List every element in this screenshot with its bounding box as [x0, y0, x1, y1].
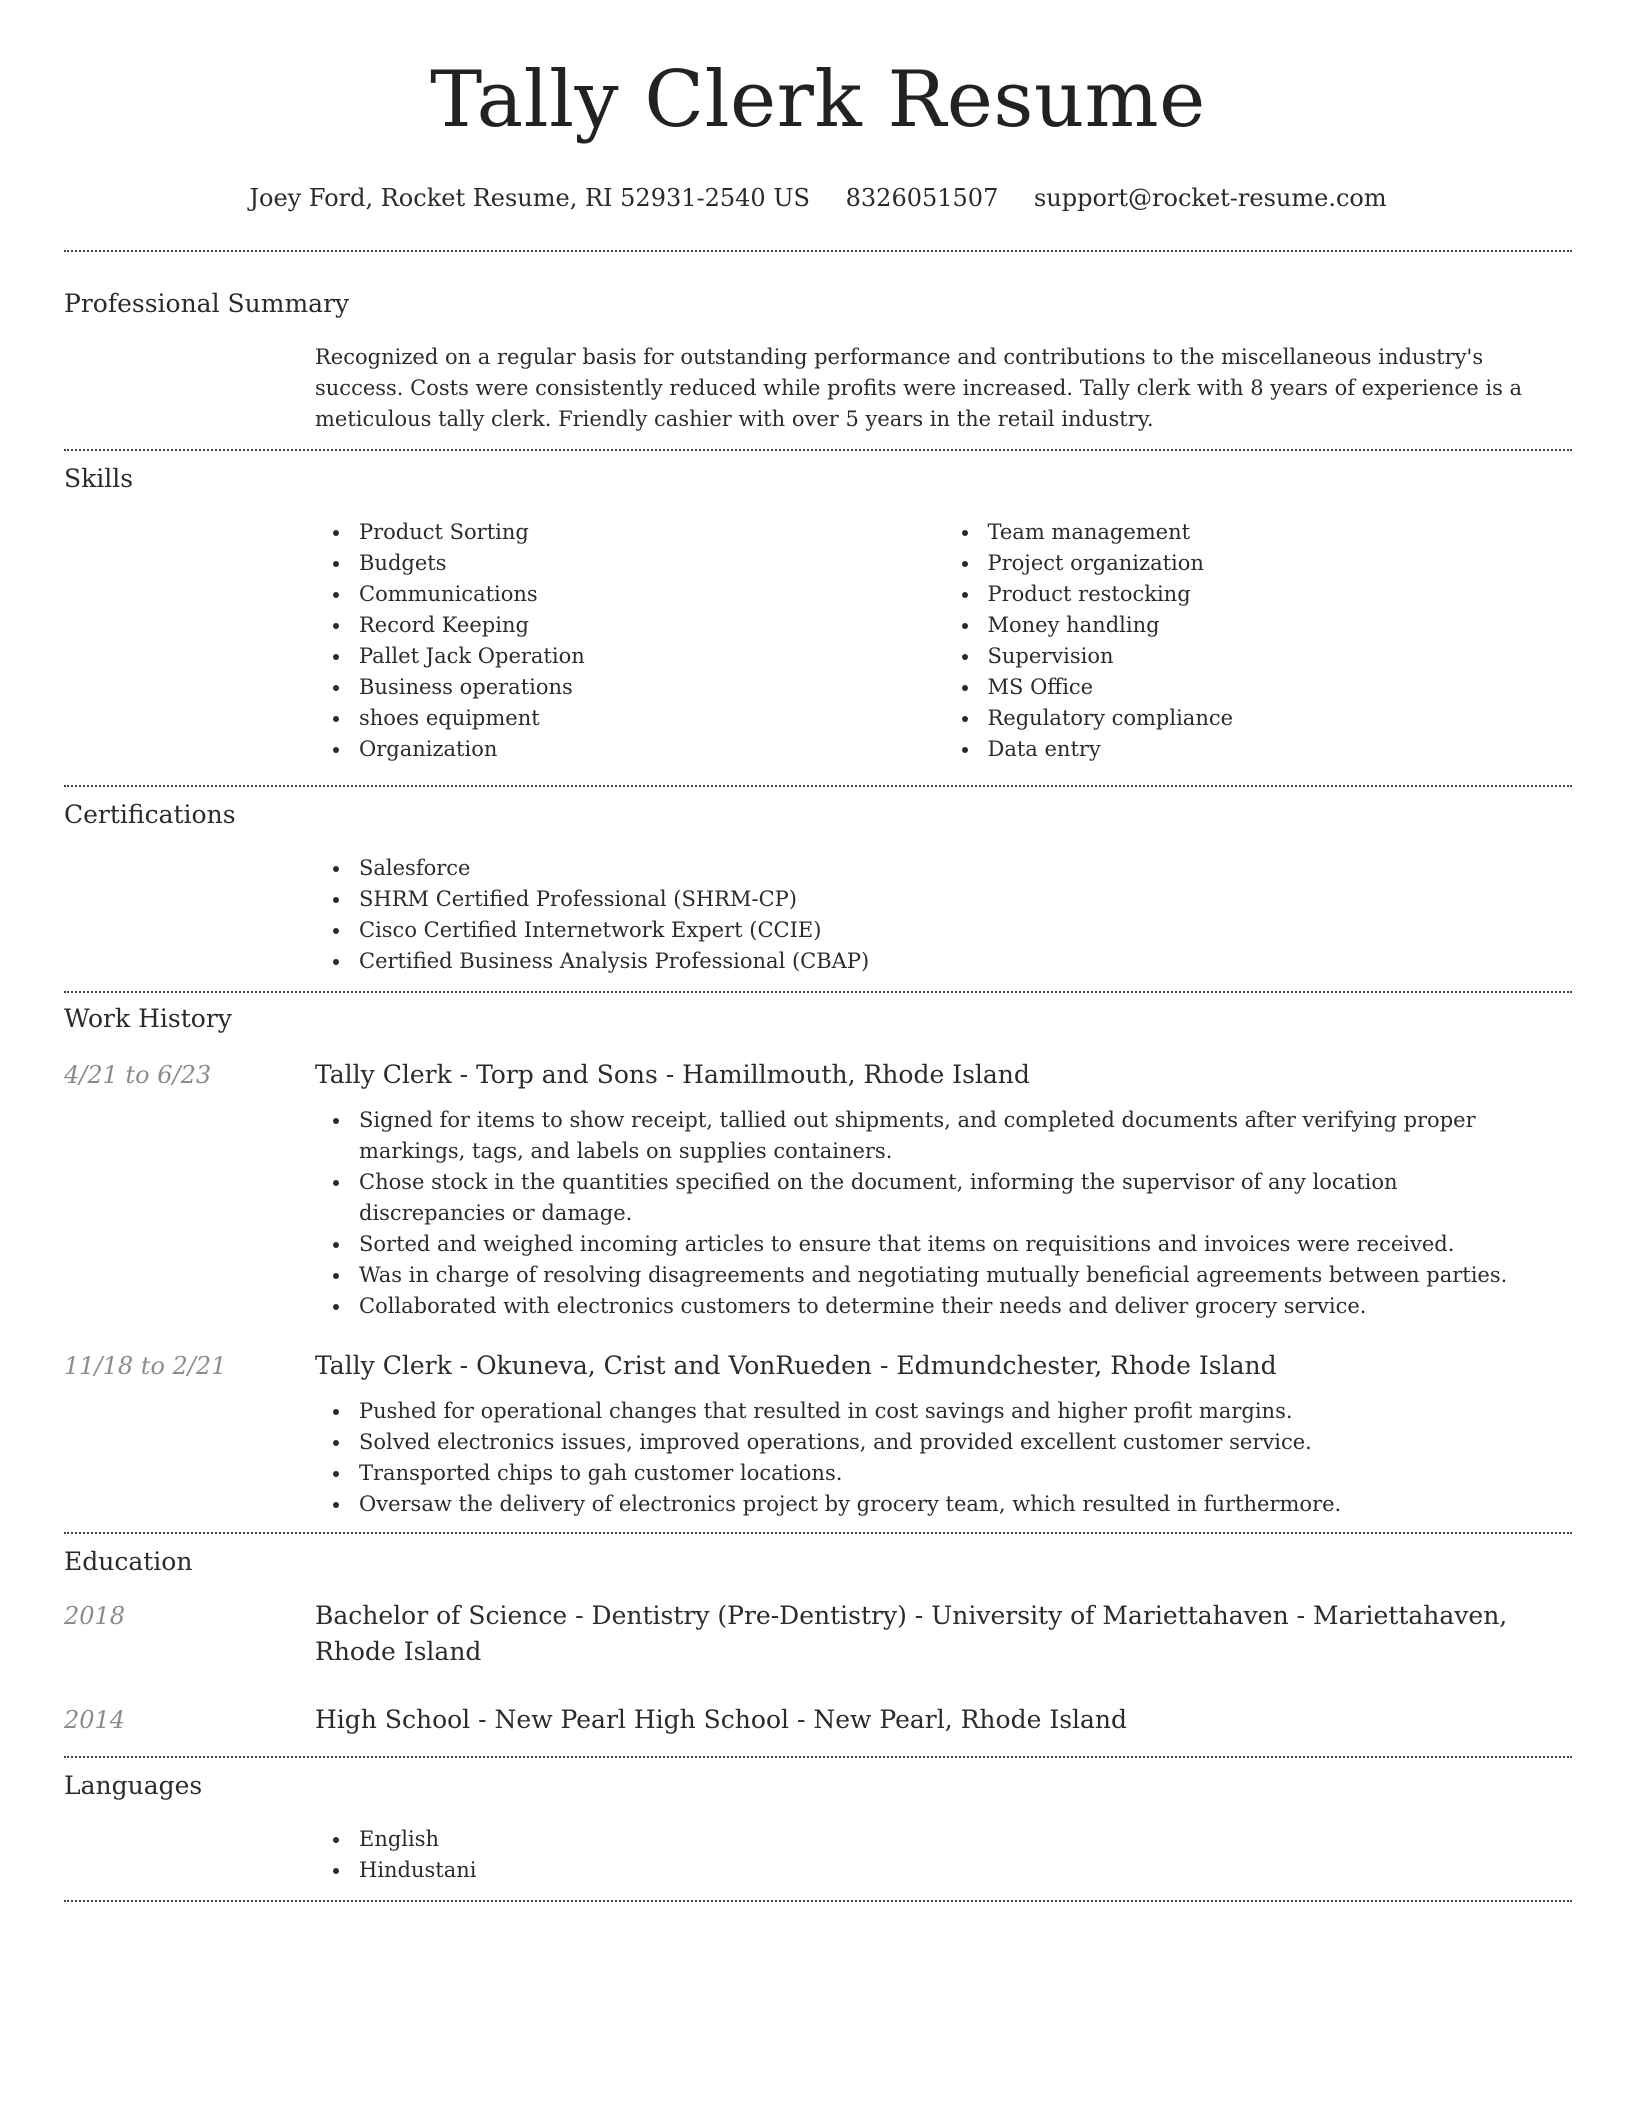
work-entry-body	[315, 1348, 1572, 1520]
education-heading	[315, 1598, 1542, 1670]
education-details: - Dentistry (Pre-Dentistry) - University of Mariettahaven - Mariettahaven, Rhode Island	[315, 1601, 1508, 1666]
certification-item: SHRM Certified Professional (SHRM-CP)	[359, 884, 1572, 915]
skill-item: Budgets	[359, 548, 944, 579]
skill-item: Regulatory compliance	[988, 703, 1573, 734]
languages-block	[315, 1824, 1572, 1886]
certifications-block	[315, 853, 1572, 977]
skill-item: Record Keeping	[359, 610, 944, 641]
languages-list	[315, 1824, 1572, 1886]
job-duty-item: Chose stock in the quantities specified on the document, informing the supervisor of any location discrepancies or damage.	[359, 1167, 1542, 1229]
skill-item: Product Sorting	[359, 517, 944, 548]
contact-email: support@rocket-resume.com	[1033, 184, 1387, 212]
heading-separator: -	[657, 1060, 683, 1089]
section-title-skills: Skills	[64, 464, 134, 493]
skill-item: Business operations	[359, 672, 944, 703]
section-title-summary: Professional Summary	[64, 289, 350, 318]
skills-list-right	[944, 517, 1573, 765]
resume-title: Tally Clerk Resume	[430, 55, 1206, 145]
work-entry	[64, 1057, 1572, 1322]
section-title-languages: Languages	[64, 1771, 203, 1800]
work-dates: 11/18 to 2/21	[64, 1352, 227, 1380]
education-details: - New Pearl High School - New Pearl, Rhode Island	[470, 1705, 1128, 1734]
divider	[64, 1900, 1572, 1902]
education-heading	[315, 1702, 1542, 1738]
job-heading	[315, 1057, 1572, 1093]
job-title: Tally Clerk	[315, 1060, 452, 1089]
contact-address: Joey Ford, Rocket Resume, RI 52931-2540 US	[249, 184, 810, 212]
certification-item: Cisco Certified Internetwork Expert (CCIE)	[359, 915, 1572, 946]
job-duty-item: Oversaw the delivery of electronics project by grocery team, which resulted in furthermore.	[359, 1489, 1542, 1520]
skill-item: Project organization	[988, 548, 1573, 579]
work-entry-body	[315, 1057, 1572, 1322]
skill-item: Organization	[359, 734, 944, 765]
skill-item: Pallet Jack Operation	[359, 641, 944, 672]
skill-item: Team management	[988, 517, 1573, 548]
contact-phone: 8326051507	[845, 184, 999, 212]
job-duties-list	[315, 1105, 1542, 1322]
section-skills	[64, 451, 1572, 765]
job-duty-item: Pushed for operational changes that resulted in cost savings and higher profit margins.	[359, 1396, 1542, 1427]
job-duty-item: Solved electronics issues, improved operations, and provided excellent customer service.	[359, 1427, 1542, 1458]
section-title-education: Education	[64, 1547, 193, 1576]
language-item: Hindustani	[359, 1855, 1572, 1886]
certification-item: Salesforce	[359, 853, 1572, 884]
skill-item: Supervision	[988, 641, 1573, 672]
section-certifications	[64, 787, 1572, 977]
section-education	[64, 1534, 1572, 1738]
job-duty-item: Sorted and weighed incoming articles to ensure that items on requisitions and invoices were received.	[359, 1229, 1542, 1260]
education-degree: High School	[315, 1705, 471, 1734]
skill-item: Product restocking	[988, 579, 1573, 610]
job-duty-item: Was in charge of resolving disagreements and negotiating mutually beneficial agreements between parties.	[359, 1260, 1542, 1291]
work-dates: 4/21 to 6/23	[64, 1061, 212, 1089]
resume-page	[64, 0, 1572, 1902]
contact-line	[64, 182, 1572, 214]
job-company: Torp and Sons	[476, 1060, 658, 1089]
job-duty-item: Collaborated with electronics customers to determine their needs and deliver grocery service.	[359, 1291, 1542, 1322]
section-languages	[64, 1758, 1572, 1886]
skills-list-left	[315, 517, 944, 765]
language-item: English	[359, 1824, 1572, 1855]
education-degree: Bachelor of Science	[315, 1601, 568, 1630]
skills-columns	[315, 517, 1572, 765]
work-entry	[64, 1348, 1572, 1520]
summary-text: Recognized on a regular basis for outstanding performance and contributions to the miscellaneous industry's success. Costs were consistently reduced while profits were increased. Tally clerk with 8 years of experience is a meticulous tally clerk. Friendly cashier with over 5 years in the retail industry.	[315, 345, 1523, 431]
job-duty-item: Signed for items to show receipt, tallied out shipments, and completed documents after verifying proper markings, tags, and labels on supplies containers.	[359, 1105, 1542, 1167]
skill-item: Data entry	[988, 734, 1573, 765]
heading-separator: -	[872, 1351, 897, 1380]
skill-item: MS Office	[988, 672, 1573, 703]
skill-item: Money handling	[988, 610, 1573, 641]
job-company: Okuneva, Crist and VonRueden	[476, 1351, 873, 1380]
job-title: Tally Clerk	[315, 1351, 452, 1380]
education-entries	[64, 1598, 1572, 1738]
work-entries	[64, 1057, 1572, 1520]
section-work-history	[64, 993, 1572, 1520]
section-title-certifications: Certifications	[64, 800, 236, 829]
job-duties-list	[315, 1396, 1542, 1520]
job-heading	[315, 1348, 1572, 1384]
skill-item: shoes equipment	[359, 703, 944, 734]
education-year: 2014	[64, 1706, 126, 1734]
certifications-list	[315, 853, 1572, 977]
certification-item: Certified Business Analysis Professional (CBAP)	[359, 946, 1572, 977]
job-location: Edmundchester, Rhode Island	[896, 1351, 1277, 1380]
education-year: 2018	[64, 1602, 126, 1630]
education-entry	[64, 1702, 1572, 1738]
education-entry	[64, 1598, 1572, 1670]
section-summary	[64, 252, 1572, 435]
job-location: Hamillmouth, Rhode Island	[682, 1060, 1030, 1089]
skill-item: Communications	[359, 579, 944, 610]
section-title-work: Work History	[64, 1004, 232, 1033]
heading-separator: -	[451, 1351, 477, 1380]
heading-separator: -	[451, 1060, 477, 1089]
job-duty-item: Transported chips to gah customer locations.	[359, 1458, 1542, 1489]
